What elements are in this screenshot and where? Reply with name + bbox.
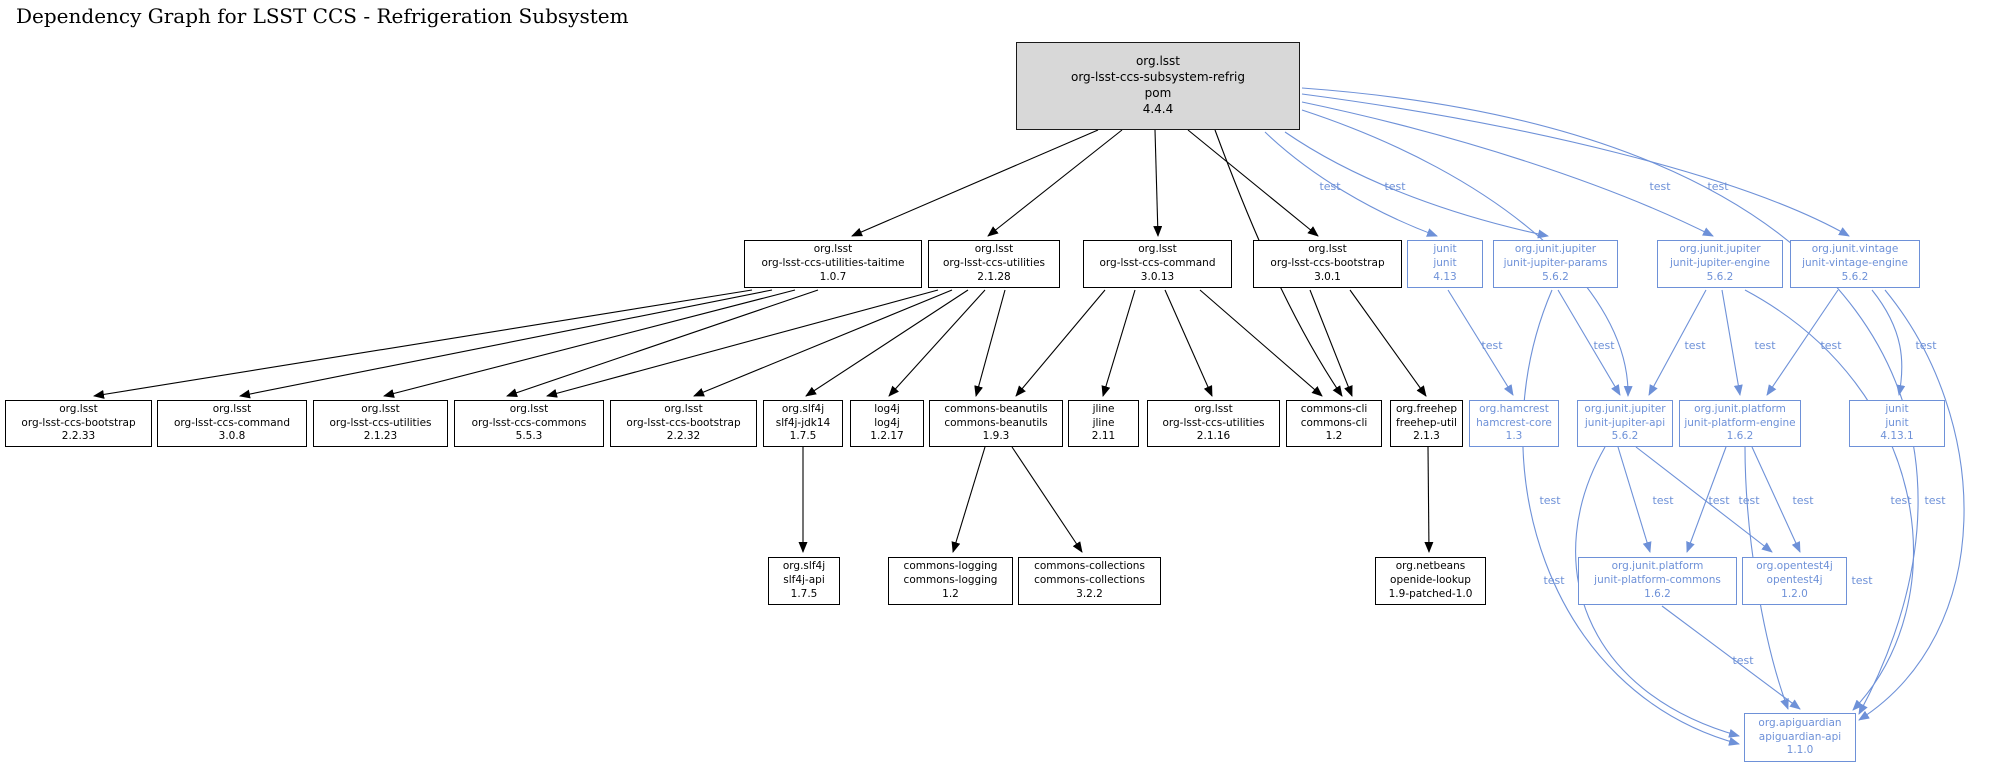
node-junit-4131 — [1849, 400, 1945, 447]
node-version: 5.6.2 — [1706, 270, 1734, 283]
node-version: 5.6.2 — [1841, 270, 1869, 283]
node-org-lsst-ccs-utilities-taitime — [744, 240, 922, 288]
node-group: org.lsst — [509, 402, 549, 415]
node-version: 1.9-patched-1.0 — [1388, 587, 1473, 600]
node-artifact: junit-jupiter-engine — [1669, 257, 1771, 270]
node-opentest4j — [1742, 557, 1847, 605]
node-group: org.lsst — [1194, 402, 1233, 415]
node-org-lsst-ccs-command-308 — [157, 400, 307, 447]
node-version: 3.0.13 — [1140, 270, 1175, 283]
node-artifact: org-lsst-ccs-subsystem-refrig — [1070, 70, 1245, 85]
node-artifact: hamcrest-core — [1476, 416, 1552, 429]
node-version: 2.2.32 — [666, 430, 701, 443]
node-openide-lookup — [1375, 557, 1486, 605]
edge-test-label: test — [1754, 339, 1776, 352]
node-artifact: jline — [1092, 416, 1115, 429]
node-org-lsst-ccs-utilities-2123 — [313, 400, 448, 447]
node-group: org.lsst — [1138, 243, 1177, 256]
node-org-lsst-ccs-subsystem-refrig — [1016, 42, 1300, 130]
node-group: org.apiguardian — [1758, 716, 1842, 729]
node-group: commons-collections — [1034, 560, 1145, 573]
edge-test-label: test — [1684, 339, 1706, 352]
node-junit-413 — [1407, 240, 1483, 288]
node-version: 1.2 — [942, 587, 959, 600]
node-group: org.lsst — [664, 402, 703, 415]
node-artifact: opentest4j — [1766, 574, 1823, 587]
node-group: org.slf4j — [782, 560, 826, 573]
node-group: org.netbeans — [1395, 560, 1466, 573]
node-group: junit — [1433, 243, 1457, 256]
node-artifact: junit-jupiter-params — [1503, 257, 1608, 270]
edge-test-label: test — [1708, 494, 1730, 507]
node-version: 3.0.8 — [218, 430, 246, 443]
node-org-lsst-ccs-utilities-2128 — [928, 240, 1060, 288]
node-group: org.opentest4j — [1756, 560, 1833, 573]
edge-test-label: test — [1732, 654, 1754, 667]
edge-test-label: test — [1543, 574, 1565, 587]
node-org-lsst-ccs-commons — [454, 400, 604, 447]
node-version: 3.2.2 — [1076, 587, 1103, 600]
node-group: org.lsst — [1308, 243, 1347, 256]
node-version: 2.1.28 — [977, 270, 1011, 283]
node-version: 1.0.7 — [819, 270, 847, 283]
edge-test-label: test — [1539, 494, 1561, 507]
node-artifact: junit-vintage-engine — [1802, 257, 1908, 270]
node-version: 2.1.23 — [363, 430, 398, 443]
edge-test-label: test — [1652, 494, 1674, 507]
node-artifact: slf4j-api — [783, 574, 825, 587]
node-artifact: commons-beanutils — [944, 416, 1048, 429]
node-junit-vintage-engine — [1790, 240, 1920, 288]
node-artifact: org-lsst-ccs-bootstrap — [1270, 257, 1385, 270]
node-artifact: org-lsst-ccs-command — [174, 416, 290, 429]
node-group: log4j — [874, 402, 900, 415]
node-group: org.junit.jupiter — [1679, 243, 1761, 256]
node-artifact: junit-platform-commons — [1594, 574, 1721, 587]
node-version: 5.6.2 — [1611, 430, 1639, 443]
node-version: 3.0.1 — [1314, 270, 1341, 283]
node-artifact: org-lsst-ccs-bootstrap — [626, 416, 741, 429]
edge-test-label: test — [1890, 494, 1912, 507]
edge-test-label: test — [1820, 339, 1842, 352]
node-junit-jupiter-api — [1577, 400, 1673, 447]
node-artifact: org-lsst-ccs-utilities — [942, 257, 1046, 270]
edge-test-label: test — [1319, 180, 1341, 193]
node-version: 4.13 — [1433, 270, 1457, 283]
node-artifact: junit-platform-engine — [1684, 416, 1796, 429]
node-junit-jupiter-params — [1493, 240, 1618, 288]
node-group: org.lsst — [813, 243, 853, 256]
node-group: org.slf4j — [781, 402, 825, 415]
node-version: 2.1.16 — [1196, 430, 1231, 443]
node-version: 1.6.2 — [1644, 587, 1671, 600]
node-junit-jupiter-engine — [1657, 240, 1783, 288]
node-apiguardian-api — [1744, 713, 1856, 762]
node-artifact: openide-lookup — [1390, 574, 1471, 587]
edge-test-label: test — [1593, 339, 1615, 352]
node-org-lsst-ccs-bootstrap-2232 — [610, 400, 757, 447]
node-version: 1.3 — [1505, 430, 1523, 443]
node-artifact: org-lsst-ccs-command — [1099, 257, 1216, 270]
edge-test-label: test — [1851, 574, 1873, 587]
node-version: 1.9.3 — [982, 430, 1010, 443]
node-artifact: junit-jupiter-api — [1584, 416, 1666, 429]
node-org-lsst-ccs-command-3013 — [1083, 240, 1232, 288]
node-group: jline — [1092, 402, 1115, 415]
node-artifact: freehep-util — [1396, 416, 1457, 429]
compile-edges — [94, 130, 1429, 552]
node-slf4j-jdk14 — [763, 400, 843, 447]
node-log4j — [850, 400, 924, 447]
node-artifact: org-lsst-ccs-bootstrap — [21, 416, 136, 429]
node-commons-collections — [1018, 557, 1161, 605]
node-artifact: commons-cli — [1300, 416, 1368, 429]
node-artifact: org-lsst-ccs-utilities-taitime — [761, 257, 905, 270]
node-version: 5.6.2 — [1542, 270, 1569, 283]
node-version: 2.11 — [1091, 430, 1116, 443]
edge-test-label: test — [1384, 180, 1406, 193]
node-group: commons-beanutils — [944, 402, 1048, 415]
node-version: 4.13.1 — [1880, 430, 1914, 443]
edge-test-label: test — [1481, 339, 1503, 352]
node-packaging: pom — [1144, 86, 1172, 100]
node-version: 1.7.5 — [789, 430, 817, 443]
node-artifact: commons-logging — [903, 574, 998, 587]
node-group: commons-logging — [903, 560, 998, 573]
edge-test-label: test — [1738, 494, 1760, 507]
node-junit-platform-engine — [1679, 400, 1801, 447]
edge-test-label: test — [1915, 339, 1937, 352]
node-artifact: slf4j-jdk14 — [775, 416, 831, 429]
node-org-lsst-ccs-utilities-2116 — [1147, 400, 1280, 447]
node-commons-logging — [888, 557, 1013, 605]
node-group: org.junit.jupiter — [1584, 402, 1666, 415]
node-version: 1.1.0 — [1786, 744, 1814, 757]
graph-title: Dependency Graph for LSST CCS - Refrigeration Subsystem — [16, 4, 629, 28]
node-group: org.junit.platform — [1694, 402, 1786, 415]
node-group: org.lsst — [1135, 54, 1181, 69]
node-artifact: junit — [1885, 416, 1909, 429]
node-artifact: org-lsst-ccs-utilities — [329, 416, 432, 429]
node-org-lsst-ccs-bootstrap-2233 — [5, 400, 152, 447]
node-group: org.lsst — [361, 402, 400, 415]
edge-test-label: test — [1649, 180, 1671, 193]
node-group: org.junit.platform — [1611, 560, 1704, 573]
node-version: 1.2.17 — [870, 430, 904, 443]
node-commons-beanutils — [929, 400, 1063, 447]
edge-test-label: test — [1707, 180, 1729, 193]
node-group: org.junit.vintage — [1811, 243, 1899, 256]
node-junit-platform-commons — [1578, 557, 1737, 605]
node-group: org.hamcrest — [1479, 402, 1549, 415]
node-group: commons-cli — [1300, 402, 1368, 415]
node-artifact: org-lsst-ccs-utilities — [1162, 416, 1265, 429]
node-hamcrest-core — [1469, 400, 1559, 447]
node-version: 1.7.5 — [790, 587, 818, 600]
node-version: 2.2.33 — [61, 430, 96, 443]
node-group: junit — [1885, 402, 1909, 415]
edge-test-label: test — [1792, 494, 1814, 507]
node-version: 2.1.3 — [1413, 430, 1440, 443]
node-version: 1.2.0 — [1781, 587, 1808, 600]
node-group: org.lsst — [59, 402, 98, 415]
node-org-lsst-ccs-bootstrap-301 — [1253, 240, 1402, 288]
node-group: org.freehep — [1395, 402, 1458, 415]
node-freehep-util — [1390, 400, 1463, 447]
edge-test-label: test — [1924, 494, 1946, 507]
node-artifact: org-lsst-ccs-commons — [471, 416, 587, 429]
node-version: 4.4.4 — [1142, 101, 1174, 116]
node-version: 1.2 — [1325, 430, 1343, 443]
node-version: 5.5.3 — [515, 430, 543, 443]
node-jline — [1068, 400, 1139, 447]
node-group: org.junit.jupiter — [1514, 243, 1597, 256]
node-version: 1.6.2 — [1726, 430, 1754, 443]
node-artifact: log4j — [874, 416, 900, 429]
node-commons-cli — [1286, 400, 1382, 447]
node-group: org.lsst — [212, 402, 252, 415]
node-group: org.lsst — [974, 243, 1014, 256]
node-artifact: junit — [1433, 257, 1457, 270]
node-artifact: commons-collections — [1034, 574, 1145, 587]
node-artifact: apiguardian-api — [1758, 730, 1842, 743]
node-slf4j-api — [768, 557, 840, 605]
